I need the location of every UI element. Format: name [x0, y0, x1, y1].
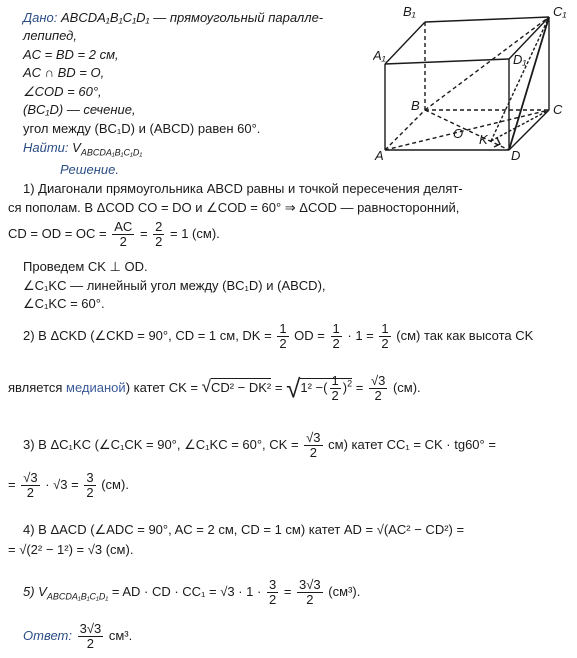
step-1-line-c: CD = OD = OC = $\frac{AC}{2}$ = $\frac{2}{2}$ = 1 (см). — [8, 219, 220, 249]
angle-value-line: ∠C₁KC = 60°. — [23, 296, 105, 311]
answer-label: Ответ: — [23, 627, 72, 643]
step-2-line: 2) В ΔCKD (∠CKD = 90°, CD = 1 см, DK = $\frac{1}{2}$ OD = $\frac{1}{2}$ · 1 = $\frac{1}{2}$ (см) так как высота CK — [23, 321, 534, 351]
angle-def-line: ∠C₁KC — линейный угол между (BC₁D) и (ABCD), — [23, 278, 326, 293]
label-D1: D₁ — [513, 52, 527, 67]
fraction: $\frac{3}{2}$ — [268, 577, 277, 607]
fraction: $\frac{√3}{2}$ — [306, 430, 321, 460]
fraction: $\frac{AC}{2}$ — [114, 219, 133, 249]
fraction: $\frac{2}{2}$ — [155, 219, 163, 249]
answer-line: Ответ: $\frac{3√3}{2}$ см³. — [23, 621, 133, 651]
step-4-line: 4) В ΔACD (∠ADC = 90°, AC = 2 см, CD = 1 см) катет AD = √(AC² − CD²) = — [23, 522, 465, 537]
label-D: D — [511, 148, 521, 162]
find-label: Найти: — [23, 140, 69, 155]
given-line-1: Дано: ABCDA₁B₁C₁D₁ — прямоугольный паралле- — [23, 10, 324, 25]
fraction: $\frac{√3}{2}$ — [23, 470, 38, 500]
fraction: $\frac{1}{2}$ — [331, 373, 339, 403]
label-B: B — [411, 98, 420, 113]
solution-title: Решение. — [60, 162, 120, 177]
fraction: $\frac{3√3}{2}$ — [299, 577, 321, 607]
step-1-line-a: 1) Диагонали прямоугольника ABCD равны и точкой пересечения делят- — [23, 181, 463, 196]
fraction: $\frac{3}{2}$ — [86, 470, 94, 500]
given-line-7: угол между (BC₁D) и (ABCD) равен 60°. — [23, 121, 261, 136]
label-K: K — [479, 132, 488, 147]
step-4-line-b: = √(2² − 1²) = √3 (см). — [8, 542, 134, 557]
label-O: O — [453, 126, 464, 141]
fraction: $\frac{1}{2}$ — [381, 321, 389, 351]
label-C1: C₁ — [553, 4, 567, 19]
given-line-2: лепипед, — [23, 28, 77, 43]
given-label: Дано: — [23, 10, 58, 25]
parallelepiped-figure — [373, 2, 573, 162]
given-line-6: (BC₁D) — сечение, — [23, 102, 136, 117]
fraction: $\frac{1}{2}$ — [279, 321, 287, 351]
step-3-line-b: = $\frac{√3}{2}$ · √3 = $\frac{3}{2}$ (см). — [8, 470, 129, 500]
find-line: Найти: $V_{ABCDA_1B_1C_1D_1}$ — [23, 140, 143, 158]
given-line-4: AC ∩ BD = O, — [23, 65, 105, 80]
fraction: $\frac{3√3}{2}$ — [79, 621, 102, 651]
label-A1: A₁ — [373, 48, 386, 63]
label-B1: B₁ — [403, 4, 416, 19]
step-2-line-b: является медианой) катет CK = √CD² − DK² = √1² −( $\frac{1}{2}$ )$^2$ = $\frac{√3}{2}$ (см). — [8, 373, 421, 404]
label-C: C — [553, 102, 563, 117]
given-line-3: AC = BD = 2 см, — [23, 47, 119, 62]
label-A: A — [375, 148, 384, 162]
step-1-line-b: ся пополам. В ΔCOD CO = DO и ∠COD = 60° ⇒ ΔCOD — равносторонний, — [8, 200, 460, 215]
fraction: $\frac{√3}{2}$ — [370, 373, 386, 403]
perp-line: Проведем CK ⊥ OD. — [23, 259, 148, 274]
step-3-line: 3) В ΔC₁KC (∠C₁CK = 90°, ∠C₁KC = 60°, CK = $\frac{√3}{2}$ см) катет CC₁ = CK · tg60° = — [23, 430, 496, 460]
step-5-line: 5) $V_{ABCDA_1B_1C_1D_1}$ = AD · CD · CC₁ = √3 · 1 · $\frac{3}{2}$ = $\frac{3√3}{2}$ (см³). — [23, 577, 361, 607]
highlighted-word: медианой — [66, 379, 126, 395]
fraction: $\frac{1}{2}$ — [332, 321, 340, 351]
given-line-5: ∠COD = 60°, — [23, 84, 102, 99]
